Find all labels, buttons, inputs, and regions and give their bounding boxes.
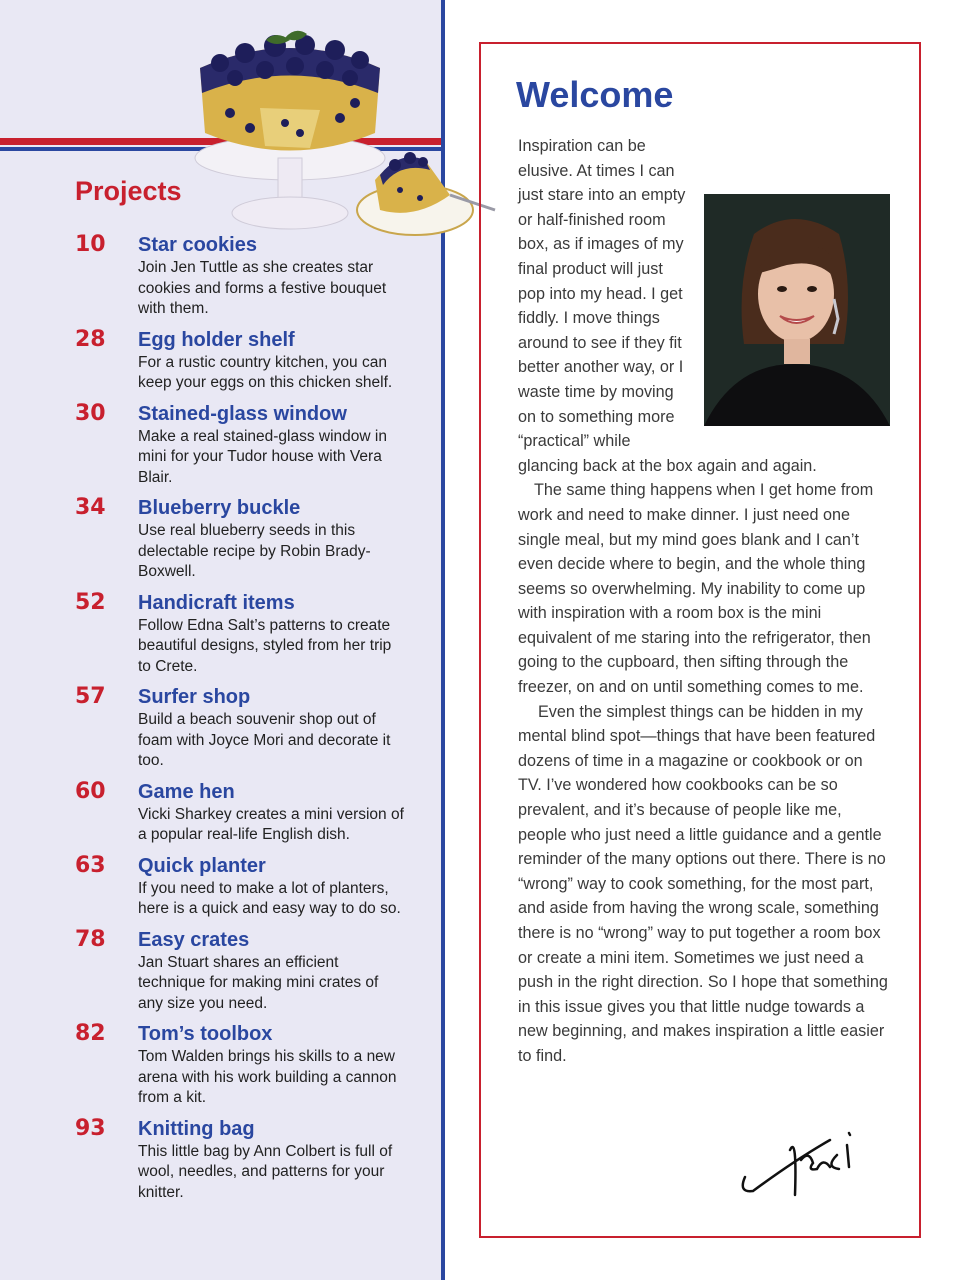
toc-title: Easy crates <box>138 928 250 951</box>
toc-item[interactable] <box>75 928 405 1015</box>
toc-item[interactable] <box>75 1022 405 1109</box>
welcome-paragraph-3: Even the simplest things can be hidden in my mental blind spot—things that have been featured dozens of time in a magazine or cookbook or on TV. I’ve wondered how cookbooks can be so prevalent, and it’s because of people like me, people who just need a little guidance and a gentle reminder of the many options out there. There is no “wrong” way to cook something, for the most part, and aside from having the wrong scale, something there is no “wrong” way to put together a room box or create a mini item. Sometimes we just need a push in the right direction. So I hope that something in this issue gives you that little nudge towards a new beginning, and makes inspiration a little easier to find. <box>518 702 888 1065</box>
toc-page-number: 78 <box>75 926 106 952</box>
toc-title: Game hen <box>138 780 235 803</box>
toc-item[interactable] <box>75 854 405 920</box>
toc-page-number: 93 <box>75 1115 106 1141</box>
toc-description: Join Jen Tuttle as she creates star cookies and forms a festive bouquet with them. <box>138 259 387 317</box>
toc-item[interactable] <box>75 496 405 583</box>
toc-description: This little bag by Ann Colbert is full of wool, needles, and patterns for your knitter. <box>138 1142 393 1201</box>
toc-page-number: 10 <box>75 232 106 257</box>
toc-description: If you need to make a lot of planters, here is a quick and easy way to do so. <box>138 879 401 917</box>
welcome-title: Welcome <box>516 74 674 115</box>
toc-title: Knitting bag <box>138 1117 255 1140</box>
toc-description: Vicki Sharkey creates a mini version of a popular real-life English dish. <box>138 805 404 843</box>
toc-description: Make a real stained-glass window in mini for your Tudor house with Vera Blair. <box>138 427 387 486</box>
welcome-paragraph-2: The same thing happens when I get home from work and need to make dinner. I just need one single meal, but my mind goes blank and I can’t even decide where to begin, and the whole thing seems so overwhelming. My inability to come up with inspiration with a room box is the mini equivalent of me staring into the refrigerator, then going to the cupboard, then sifting through the freezer, on and on until something comes to me. <box>518 481 874 697</box>
toc-item[interactable] <box>75 780 405 846</box>
toc-item[interactable] <box>75 328 405 394</box>
toc-page-number: 34 <box>75 495 106 520</box>
toc-item[interactable] <box>75 591 405 678</box>
toc-page-number: 60 <box>75 778 106 804</box>
toc-page-number: 30 <box>75 400 106 426</box>
welcome-body <box>518 134 890 1069</box>
toc-title: Surfer shop <box>138 686 251 708</box>
toc-title: Handicraft items <box>138 591 295 614</box>
toc-description: Build a beach souvenir shop out of foam with Joyce Mori and decorate it too. <box>138 711 391 769</box>
toc-title: Egg holder shelf <box>138 328 295 351</box>
toc-page-number: 63 <box>75 852 106 878</box>
toc-title: Blueberry buckle <box>138 497 301 519</box>
toc-description: Follow Edna Salt’s patterns to create beautiful designs, styled from her trip to Crete. <box>138 616 392 675</box>
toc-item[interactable] <box>75 1117 405 1204</box>
toc-description: Jan Stuart shares an efficient technique for making mini crates of any size you need. <box>138 953 379 1012</box>
signature <box>735 1105 895 1200</box>
toc-description: For a rustic country kitchen, you can keep your eggs on this chicken shelf. <box>138 353 393 391</box>
welcome-paragraph-1: Inspiration can be elusive. At times I can just stare into an empty or half-finished room box, as if images of my final product will just pop into my head. I get fiddly. I move things around to see if they fit better another way, or I waste time by moving on to something more “practical” while glancing back at the box again and again. <box>518 137 817 475</box>
toc-description: Tom Walden brings his skills to a new arena with his work building a cannon from a kit. <box>138 1048 397 1106</box>
toc-title: Star cookies <box>138 234 257 256</box>
editor-photo <box>704 194 890 426</box>
toc-item[interactable] <box>75 402 405 489</box>
toc-item[interactable] <box>75 233 405 320</box>
toc-title: Stained-glass window <box>138 402 347 425</box>
toc-item[interactable] <box>75 685 405 772</box>
projects-list <box>75 233 405 1211</box>
toc-title: Tom’s toolbox <box>138 1023 273 1045</box>
toc-page-number: 57 <box>75 684 106 709</box>
toc-page-number: 28 <box>75 326 106 352</box>
toc-page-number: 52 <box>75 589 106 615</box>
projects-heading: Projects <box>75 176 182 206</box>
toc-page-number: 82 <box>75 1021 106 1046</box>
toc-title: Quick planter <box>138 854 266 877</box>
toc-description: Use real blueberry seeds in this delectable recipe by Robin Brady-Boxwell. <box>138 522 371 580</box>
